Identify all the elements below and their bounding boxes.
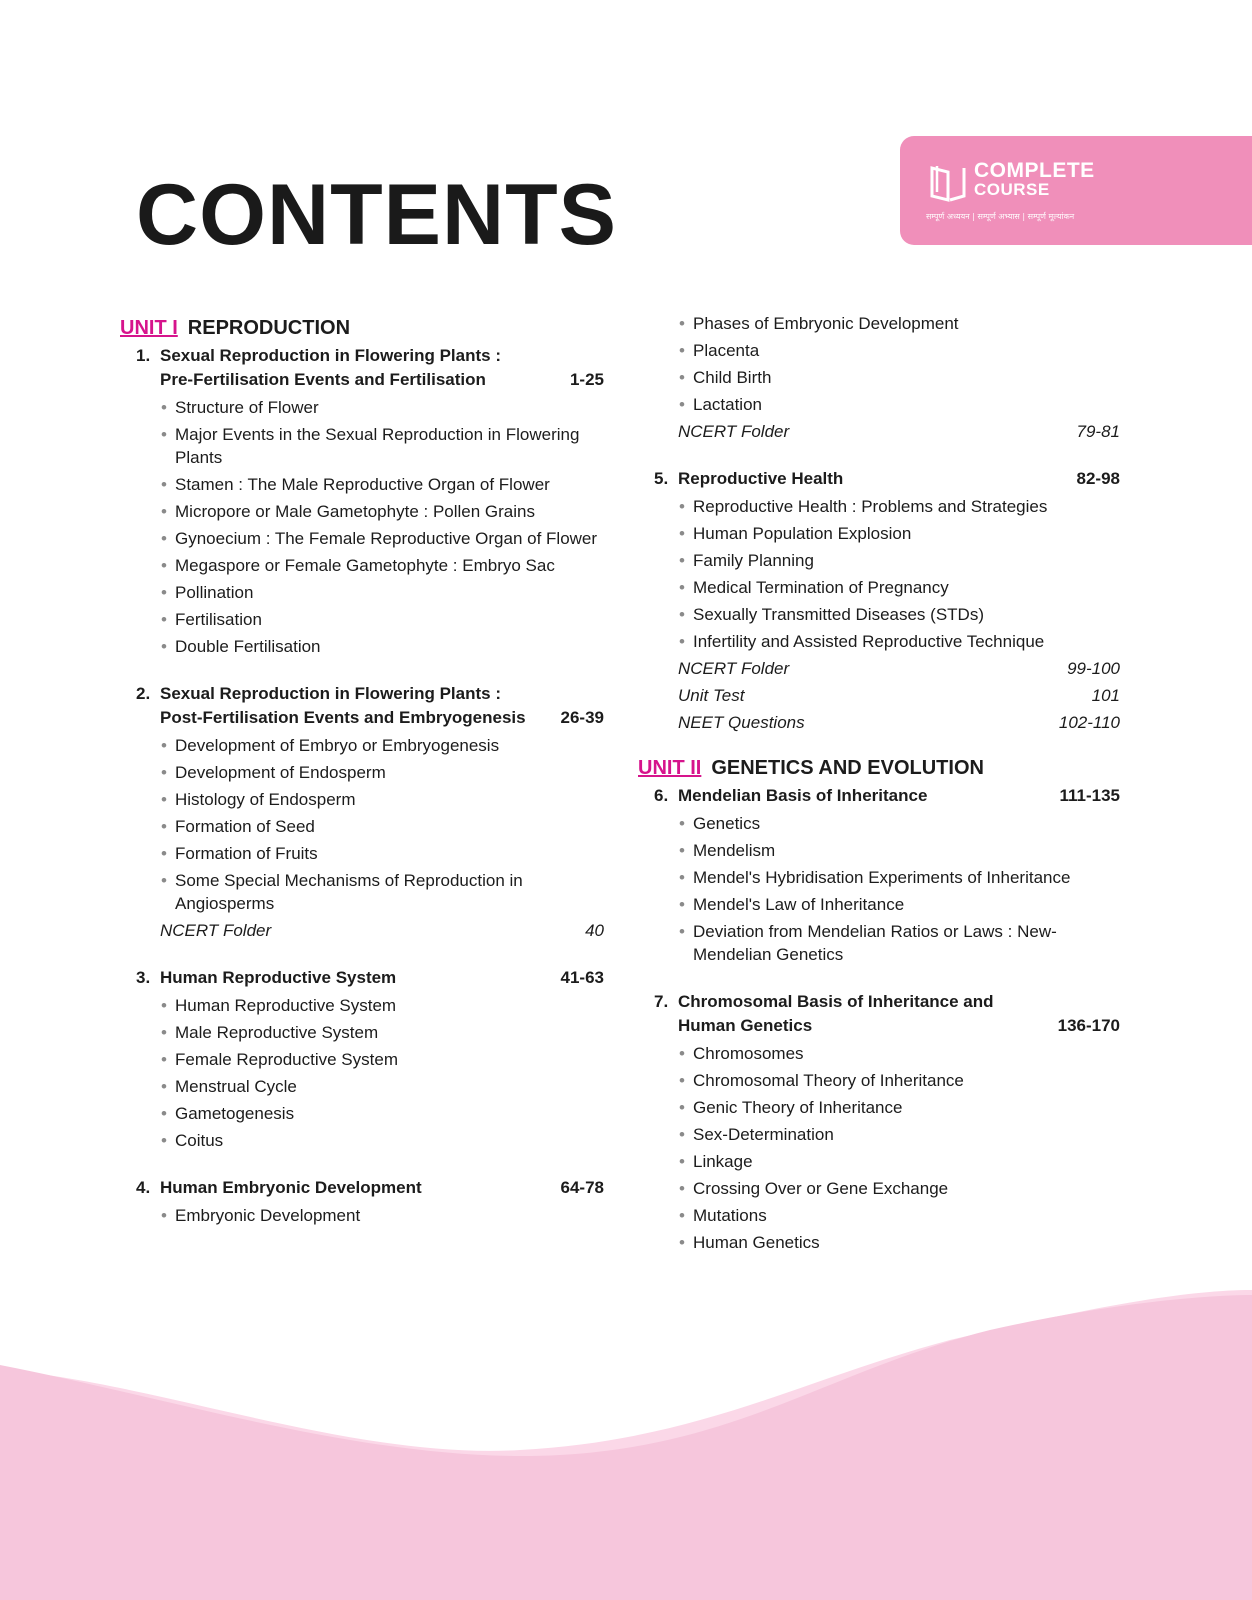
topic-text: Formation of Fruits	[175, 844, 318, 863]
chapter-heading	[654, 467, 1120, 491]
chapter-title: Human Reproductive System	[160, 968, 397, 987]
extra-pages: 102-110	[1058, 713, 1120, 732]
bullet-icon: •	[161, 1023, 167, 1042]
topic-text: Human Population Explosion	[693, 524, 912, 543]
topic-text: Embryonic Development	[175, 1206, 361, 1225]
chapter-title: Sexual Reproduction in Flowering Plants :	[160, 346, 501, 365]
topic-text: Coitus	[175, 1131, 224, 1150]
bullet-icon: •	[161, 637, 167, 656]
open-book-icon	[926, 162, 974, 202]
topic-text: Reproductive Health : Problems and Strategies	[693, 497, 1048, 516]
brand-line1: COMPLETE	[974, 159, 1095, 182]
contents-right-column	[638, 314, 1120, 1260]
topic-text: Child Birth	[693, 368, 772, 387]
topic-item	[678, 393, 1120, 416]
topic-item	[678, 1231, 1120, 1254]
topic-text: Mendelism	[693, 841, 776, 860]
chapter-title: Pre-Fertilisation Events and Fertilisation	[160, 370, 486, 389]
topic-item	[160, 473, 604, 496]
bullet-icon: •	[679, 632, 685, 651]
chapter-title: Chromosomal Basis of Inheritance and	[678, 992, 994, 1011]
topic-text: Pollination	[175, 583, 254, 602]
bullet-icon: •	[161, 844, 167, 863]
topic-text: Formation of Seed	[175, 817, 315, 836]
topic-item	[160, 1021, 604, 1044]
chapter-title: Human Embryonic Development	[160, 1178, 422, 1197]
extra-row	[678, 657, 1120, 680]
extra-label: Unit Test	[678, 686, 745, 705]
topic-item	[160, 423, 604, 469]
bullet-icon: •	[161, 871, 167, 890]
bullet-icon: •	[679, 395, 685, 414]
topic-item	[160, 842, 604, 865]
topic-text: Structure of Flower	[175, 398, 319, 417]
chapter-title: Human Genetics	[678, 1016, 813, 1035]
chapter-heading	[136, 966, 604, 990]
extra-row	[678, 684, 1120, 707]
bullet-icon: •	[161, 1206, 167, 1225]
topic-text: Placenta	[693, 341, 760, 360]
chapter-entry	[638, 990, 1120, 1254]
bullet-icon: •	[161, 817, 167, 836]
topic-text: Human Reproductive System	[175, 996, 397, 1015]
bullet-icon: •	[161, 475, 167, 494]
topic-item	[678, 812, 1120, 835]
topic-text: Menstrual Cycle	[175, 1077, 297, 1096]
topic-list	[160, 1204, 604, 1227]
chapter-title: Sexual Reproduction in Flowering Plants :	[160, 684, 501, 703]
bullet-icon: •	[679, 922, 685, 941]
topic-text: Mendel's Law of Inheritance	[693, 895, 905, 914]
topic-text: Some Special Mechanisms of Reproduction in Angiosperms	[175, 871, 523, 913]
bullet-icon: •	[679, 895, 685, 914]
bullet-icon: •	[679, 1044, 685, 1063]
bullet-icon: •	[679, 578, 685, 597]
topic-item	[160, 1129, 604, 1152]
extra-pages: 99-100	[1067, 659, 1120, 678]
bullet-icon: •	[161, 736, 167, 755]
topic-text: Infertility and Assisted Reproductive Technique	[693, 632, 1045, 651]
chapter-pages: 136-170	[1057, 1016, 1120, 1035]
bullet-icon: •	[161, 425, 167, 444]
topic-text: Phases of Embryonic Development	[693, 314, 959, 333]
topic-list	[160, 396, 604, 658]
topic-item	[160, 635, 604, 658]
topic-item	[160, 761, 604, 784]
chapter-heading	[136, 1176, 604, 1200]
topic-text: Family Planning	[693, 551, 814, 570]
topic-item	[160, 1204, 604, 1227]
topic-text: Mendel's Hybridisation Experiments of Inheritance	[693, 868, 1071, 887]
topic-item	[678, 893, 1120, 916]
extra-label: NCERT Folder	[678, 422, 790, 441]
topic-text: Histology of Endosperm	[175, 790, 356, 809]
topic-item	[160, 1075, 604, 1098]
topic-item	[678, 603, 1120, 626]
topic-text: Medical Termination of Pregnancy	[693, 578, 949, 597]
chapter-entry	[638, 467, 1120, 734]
extra-row	[678, 711, 1120, 734]
chapter-continued	[638, 312, 1120, 443]
bullet-icon: •	[679, 1179, 685, 1198]
bullet-icon: •	[161, 502, 167, 521]
topic-text: Lactation	[693, 395, 762, 414]
bullet-icon: •	[679, 1098, 685, 1117]
chapter-entry	[120, 682, 604, 942]
chapter-entry	[120, 1176, 604, 1227]
topic-text: Human Genetics	[693, 1233, 820, 1252]
chapter-entry	[638, 784, 1120, 966]
topic-item	[678, 630, 1120, 653]
bullet-icon: •	[679, 1233, 685, 1252]
chapter-pages: 64-78	[560, 1178, 604, 1197]
chapter-pages: 1-25	[569, 370, 604, 389]
topic-item	[678, 866, 1120, 889]
topic-text: Chromosomal Theory of Inheritance	[693, 1071, 964, 1090]
chapter-pages: 82-98	[1076, 469, 1120, 488]
topic-item	[160, 1102, 604, 1125]
bullet-icon: •	[161, 1131, 167, 1150]
bullet-icon: •	[679, 605, 685, 624]
topic-item	[678, 366, 1120, 389]
topic-text: Sex-Determination	[693, 1125, 834, 1144]
bullet-icon: •	[679, 341, 685, 360]
topic-text: Double Fertilisation	[175, 637, 321, 656]
topic-item	[160, 608, 604, 631]
topic-item	[678, 1042, 1120, 1065]
topic-text: Development of Embryo or Embryogenesis	[175, 736, 500, 755]
topic-item	[678, 1069, 1120, 1092]
chapter-entry	[120, 344, 604, 658]
chapter-heading	[654, 784, 1120, 808]
topic-item	[678, 839, 1120, 862]
unit-heading	[638, 754, 1120, 782]
chapter-heading	[136, 682, 604, 730]
chapter-number: 5.	[654, 469, 669, 488]
bullet-icon: •	[679, 1206, 685, 1225]
chapter-pages: 111-135	[1059, 786, 1120, 805]
contents-left-column	[120, 314, 604, 1233]
bullet-icon: •	[161, 583, 167, 602]
topic-item	[678, 495, 1120, 518]
unit-label: UNIT I	[120, 317, 178, 339]
topic-text: Mutations	[693, 1206, 767, 1225]
topic-item	[160, 554, 604, 577]
topic-item	[160, 396, 604, 419]
bullet-icon: •	[161, 398, 167, 417]
extra-label: NCERT Folder	[678, 659, 790, 678]
topic-text: Male Reproductive System	[175, 1023, 379, 1042]
topic-text: Megaspore or Female Gametophyte : Embryo Sac	[175, 556, 555, 575]
chapter-pages: 26-39	[560, 708, 604, 727]
topic-item	[678, 1096, 1120, 1119]
brand-tagline: सम्पूर्ण अध्ययन | सम्पूर्ण अभ्यास | सम्पूर्ण मूल्यांकन	[926, 212, 1075, 221]
topic-text: Fertilisation	[175, 610, 262, 629]
topic-text: Genetics	[693, 814, 761, 833]
topic-text: Linkage	[693, 1152, 753, 1171]
topic-item	[678, 339, 1120, 362]
brand-line2: COURSE	[974, 180, 1050, 199]
topic-list	[678, 495, 1120, 653]
chapter-pages: 41-63	[560, 968, 604, 987]
bullet-icon: •	[679, 368, 685, 387]
page-title: CONTENTS	[136, 167, 617, 263]
chapter-number: 1.	[136, 346, 151, 365]
bullet-icon: •	[679, 868, 685, 887]
topic-item	[678, 1204, 1120, 1227]
topic-item	[160, 994, 604, 1017]
topic-item	[160, 815, 604, 838]
bullet-icon: •	[161, 790, 167, 809]
bullet-icon: •	[679, 524, 685, 543]
unit-label: UNIT II	[638, 757, 702, 779]
unit-heading	[120, 314, 604, 342]
complete-course-logo	[900, 136, 1252, 245]
bullet-icon: •	[679, 1125, 685, 1144]
chapter-heading	[654, 990, 1120, 1038]
topic-item	[678, 312, 1120, 335]
topic-text: Crossing Over or Gene Exchange	[693, 1179, 949, 1198]
bullet-icon: •	[679, 1071, 685, 1090]
topic-text: Gametogenesis	[175, 1104, 295, 1123]
topic-item	[160, 788, 604, 811]
topic-text: Major Events in the Sexual Reproduction in Flowering Plants	[175, 425, 580, 467]
extra-pages: 79-81	[1076, 422, 1120, 441]
topic-list	[678, 812, 1120, 966]
extra-label: NCERT Folder	[160, 921, 272, 940]
bullet-icon: •	[161, 996, 167, 1015]
chapter-number: 2.	[136, 684, 151, 703]
topic-text: Micropore or Male Gametophyte : Pollen Grains	[175, 502, 535, 521]
chapter-number: 7.	[654, 992, 669, 1011]
bullet-icon: •	[679, 551, 685, 570]
bullet-icon: •	[161, 763, 167, 782]
unit-title: GENETICS AND EVOLUTION	[711, 757, 984, 779]
chapter-title: Post-Fertilisation Events and Embryogenesis	[160, 708, 526, 727]
topic-text: Deviation from Mendelian Ratios or Laws : New-Mendelian Genetics	[693, 922, 1057, 964]
topic-item	[160, 1048, 604, 1071]
topic-text: Chromosomes	[693, 1044, 804, 1063]
chapter-entry	[120, 966, 604, 1152]
topic-item	[160, 527, 604, 550]
extra-row	[160, 919, 604, 942]
bullet-icon: •	[679, 497, 685, 516]
topic-list	[160, 994, 604, 1152]
chapter-title: Mendelian Basis of Inheritance	[678, 786, 928, 805]
extra-pages: 101	[1091, 686, 1120, 705]
topic-item	[678, 1150, 1120, 1173]
topic-text: Development of Endosperm	[175, 763, 386, 782]
topic-list	[678, 312, 1120, 416]
topic-item	[160, 581, 604, 604]
chapter-number: 6.	[654, 786, 669, 805]
topic-item	[678, 1123, 1120, 1146]
extra-row	[678, 420, 1120, 443]
topic-item	[678, 576, 1120, 599]
bullet-icon: •	[679, 1152, 685, 1171]
topic-text: Female Reproductive System	[175, 1050, 398, 1069]
bullet-icon: •	[679, 814, 685, 833]
topic-item	[160, 734, 604, 757]
chapter-heading	[136, 344, 604, 392]
topic-item	[678, 522, 1120, 545]
chapter-number: 3.	[136, 968, 151, 987]
bullet-icon: •	[161, 1077, 167, 1096]
bullet-icon: •	[161, 1050, 167, 1069]
chapter-number: 4.	[136, 1178, 151, 1197]
extra-pages: 40	[585, 921, 604, 940]
bullet-icon: •	[161, 556, 167, 575]
bullet-icon: •	[679, 314, 685, 333]
bullet-icon: •	[161, 529, 167, 548]
bullet-icon: •	[161, 1104, 167, 1123]
topic-text: Sexually Transmitted Diseases (STDs)	[693, 605, 984, 624]
unit-title: REPRODUCTION	[187, 317, 351, 339]
topic-item	[160, 500, 604, 523]
topic-item	[678, 549, 1120, 572]
topic-list	[678, 1042, 1120, 1254]
topic-text: Genic Theory of Inheritance	[693, 1098, 903, 1117]
topic-item	[160, 869, 604, 915]
topic-item	[678, 920, 1120, 966]
topic-text: Gynoecium : The Female Reproductive Organ of Flower	[175, 529, 598, 548]
chapter-title: Reproductive Health	[678, 469, 844, 488]
bullet-icon: •	[161, 610, 167, 629]
topic-text: Stamen : The Male Reproductive Organ of Flower	[175, 475, 550, 494]
pink-wave-background	[0, 1290, 1252, 1600]
topic-item	[678, 1177, 1120, 1200]
topic-list	[160, 734, 604, 915]
extra-label: NEET Questions	[678, 713, 805, 732]
bullet-icon: •	[679, 841, 685, 860]
